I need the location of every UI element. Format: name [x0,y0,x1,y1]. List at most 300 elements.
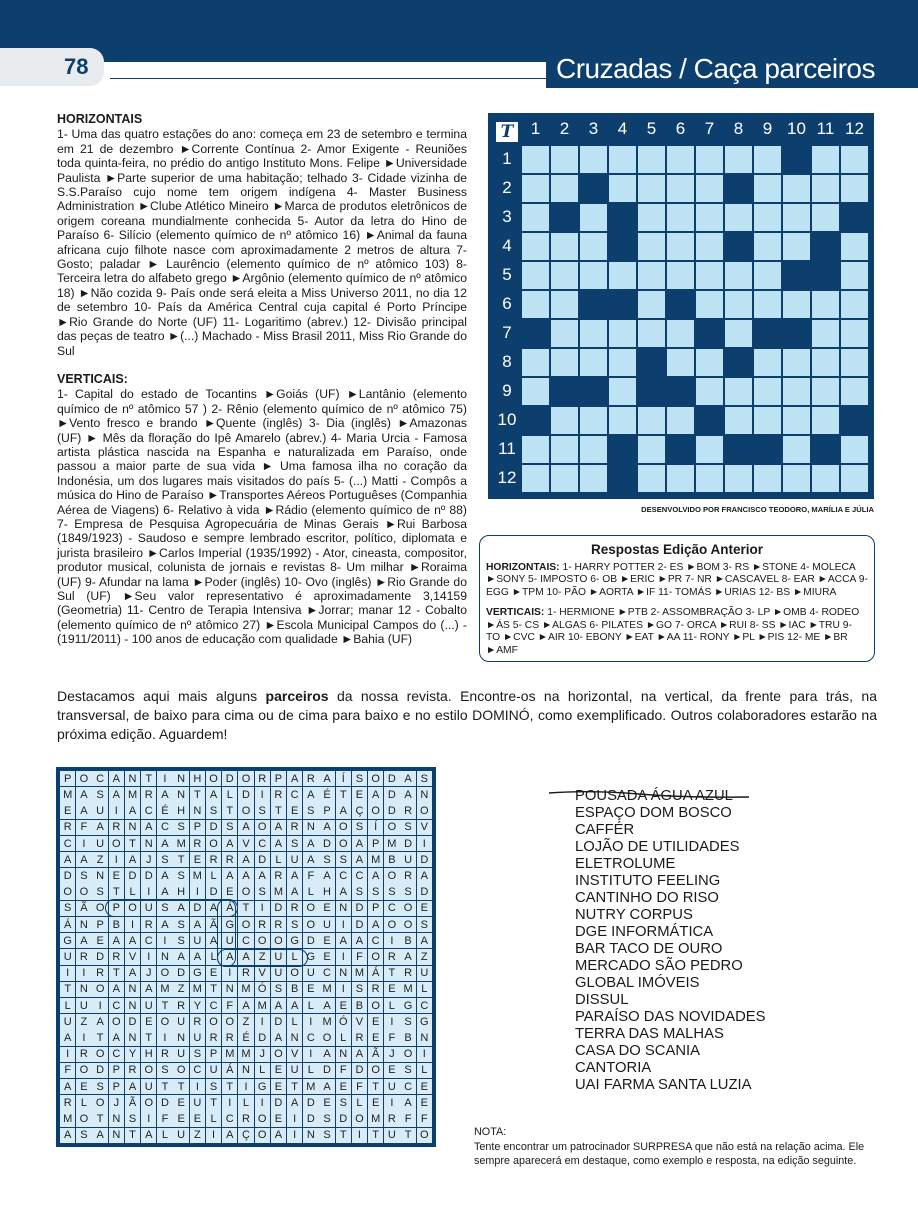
wordsearch-letter[interactable]: N [157,949,172,964]
wordsearch-letter[interactable]: N [287,1030,302,1045]
wordsearch-letter[interactable]: L [222,787,237,802]
crossword-cell[interactable] [638,407,665,434]
wordsearch-letter[interactable]: S [287,917,302,932]
wordsearch-letter[interactable]: P [109,1079,124,1094]
wordsearch-letter[interactable]: O [206,836,221,851]
wordsearch-letter[interactable]: T [157,1079,172,1094]
wordsearch-letter[interactable]: A [206,787,221,802]
wordsearch-letter[interactable]: M [238,1047,253,1062]
wordsearch-letter[interactable]: N [303,1128,318,1143]
wordsearch-letter[interactable]: Z [238,1014,253,1029]
wordsearch-letter[interactable]: A [141,982,156,997]
wordsearch-letter[interactable]: O [238,917,253,932]
wordsearch-letter[interactable]: D [352,1063,367,1078]
wordsearch-letter[interactable]: S [319,852,334,867]
wordsearch-letter[interactable]: T [222,803,237,818]
wordsearch-letter[interactable]: A [109,982,124,997]
wordsearch-letter[interactable]: O [141,1095,156,1110]
wordsearch-letter[interactable]: M [60,1111,75,1126]
wordsearch-letter[interactable]: Ã [76,901,91,916]
crossword-cell[interactable] [754,233,781,260]
wordsearch-letter[interactable]: I [141,949,156,964]
wordsearch-letter[interactable]: E [319,949,334,964]
wordsearch-letter[interactable]: O [384,917,399,932]
wordsearch-letter[interactable]: M [319,1014,334,1029]
wordsearch-letter[interactable]: Á [60,917,75,932]
wordsearch-letter[interactable]: S [400,820,415,835]
wordsearch-letter[interactable]: Í [368,820,383,835]
wordsearch-letter[interactable]: I [125,917,140,932]
wordsearch-letter[interactable]: U [141,901,156,916]
crossword-cell[interactable] [696,175,723,202]
wordsearch-letter[interactable]: O [173,1063,188,1078]
wordsearch-letter[interactable]: U [141,998,156,1013]
wordsearch-letter[interactable]: V [238,836,253,851]
wordsearch-letter[interactable]: T [173,852,188,867]
crossword-cell[interactable] [783,407,810,434]
wordsearch-letter[interactable]: E [368,1014,383,1029]
crossword-cell[interactable] [812,146,839,173]
wordsearch-letter[interactable]: Ó [336,1014,351,1029]
wordsearch-letter[interactable]: I [287,1128,302,1143]
wordsearch-letter[interactable]: D [271,901,286,916]
wordsearch-letter[interactable]: I [303,1047,318,1062]
wordsearch-letter[interactable]: U [271,966,286,981]
crossword-cell[interactable] [580,204,607,231]
wordsearch-letter[interactable]: C [319,966,334,981]
wordsearch-letter[interactable]: T [384,966,399,981]
wordsearch-letter[interactable]: I [255,1095,270,1110]
wordsearch-letter[interactable]: I [384,933,399,948]
wordsearch-letter[interactable]: U [92,803,107,818]
crossword-cell[interactable] [754,291,781,318]
crossword-cell[interactable] [522,233,549,260]
wordsearch-letter[interactable]: G [190,966,205,981]
crossword-cell[interactable] [638,146,665,173]
wordsearch-letter[interactable]: L [417,1063,432,1078]
wordsearch-letter[interactable]: A [92,820,107,835]
wordsearch-letter[interactable]: D [238,787,253,802]
crossword-cell[interactable] [551,233,578,260]
wordsearch-letter[interactable]: O [92,901,107,916]
wordsearch-letter[interactable]: T [368,1079,383,1094]
wordsearch-letter[interactable]: O [271,1047,286,1062]
crossword-cell[interactable] [754,407,781,434]
wordsearch-letter[interactable]: E [319,1095,334,1110]
wordsearch-letter[interactable]: E [190,852,205,867]
crossword-cell[interactable] [725,407,752,434]
wordsearch-letter[interactable]: S [76,868,91,883]
wordsearch-letter[interactable]: D [352,901,367,916]
wordsearch-letter[interactable]: A [303,852,318,867]
wordsearch-letter[interactable]: O [238,884,253,899]
wordsearch-letter[interactable]: Á [222,901,237,916]
wordsearch-letter[interactable]: L [303,998,318,1013]
wordsearch-letter[interactable]: M [384,836,399,851]
wordsearch-letter[interactable]: A [109,787,124,802]
wordsearch-letter[interactable]: A [352,836,367,851]
wordsearch-letter[interactable]: A [319,868,334,883]
crossword-cell[interactable] [812,465,839,492]
wordsearch-letter[interactable]: M [173,836,188,851]
wordsearch-letter[interactable]: N [303,820,318,835]
wordsearch-letter[interactable]: I [255,787,270,802]
wordsearch-letter[interactable]: Z [76,1014,91,1029]
wordsearch-letter[interactable]: A [417,933,432,948]
wordsearch-letter[interactable]: N [222,982,237,997]
wordsearch-letter[interactable]: V [287,1047,302,1062]
wordsearch-letter[interactable]: T [173,1079,188,1094]
wordsearch-letter[interactable]: A [319,820,334,835]
wordsearch-letter[interactable]: L [384,998,399,1013]
crossword-cell[interactable] [580,233,607,260]
wordsearch-letter[interactable]: B [352,998,367,1013]
wordsearch-letter[interactable]: A [287,884,302,899]
wordsearch-letter[interactable]: O [76,1063,91,1078]
wordsearch-letter[interactable]: T [336,1128,351,1143]
crossword-cell[interactable] [580,146,607,173]
wordsearch-letter[interactable]: R [76,949,91,964]
wordsearch-letter[interactable]: F [76,820,91,835]
wordsearch-letter[interactable]: A [352,852,367,867]
wordsearch-letter[interactable]: O [271,933,286,948]
wordsearch-letter[interactable]: P [368,901,383,916]
wordsearch-letter[interactable]: I [384,1014,399,1029]
wordsearch-letter[interactable]: I [417,1047,432,1062]
wordsearch-letter[interactable]: A [222,949,237,964]
wordsearch-letter[interactable]: A [271,998,286,1013]
wordsearch-letter[interactable]: T [109,884,124,899]
wordsearch-letter[interactable]: P [271,771,286,786]
wordsearch-letter[interactable]: D [157,1095,172,1110]
wordsearch-letter[interactable]: O [157,1014,172,1029]
crossword-cell[interactable] [551,465,578,492]
crossword-cell[interactable] [580,436,607,463]
wordsearch-letter[interactable]: A [222,1128,237,1143]
crossword-cell[interactable] [609,378,636,405]
crossword-cell[interactable] [783,233,810,260]
wordsearch-letter[interactable]: A [417,868,432,883]
wordsearch-letter[interactable]: C [141,803,156,818]
wordsearch-letter[interactable]: U [76,998,91,1013]
wordsearch-letter[interactable]: S [400,1063,415,1078]
wordsearch-letter[interactable]: D [206,820,221,835]
wordsearch-letter[interactable]: A [76,803,91,818]
wordsearch-letter[interactable]: O [141,1063,156,1078]
crossword-cell[interactable] [783,465,810,492]
wordsearch-letter[interactable]: O [255,1128,270,1143]
wordsearch-letter[interactable]: S [60,901,75,916]
crossword-cell[interactable] [638,262,665,289]
wordsearch-letter[interactable]: C [141,933,156,948]
crossword-cell[interactable] [754,378,781,405]
wordsearch-letter[interactable]: R [125,1063,140,1078]
wordsearch-letter[interactable]: C [157,820,172,835]
crossword-cell[interactable] [812,407,839,434]
wordsearch-letter[interactable]: J [255,1047,270,1062]
crossword-cell[interactable] [580,262,607,289]
wordsearch-letter[interactable]: I [76,966,91,981]
wordsearch-letter[interactable]: A [222,868,237,883]
wordsearch-letter[interactable]: Z [173,982,188,997]
wordsearch-letter[interactable]: A [92,1128,107,1143]
wordsearch-letter[interactable]: I [190,884,205,899]
wordsearch-letter[interactable]: E [222,884,237,899]
wordsearch-letter[interactable]: I [157,1030,172,1045]
wordsearch-letter[interactable]: A [287,868,302,883]
wordsearch-letter[interactable]: T [125,836,140,851]
wordsearch-letter[interactable]: S [352,884,367,899]
wordsearch-letter[interactable]: I [336,917,351,932]
wordsearch-letter[interactable]: U [303,966,318,981]
wordsearch-letter[interactable]: Á [222,1063,237,1078]
wordsearch-letter[interactable]: U [173,1128,188,1143]
wordsearch-letter[interactable]: E [76,1079,91,1094]
wordsearch-letter[interactable]: I [141,884,156,899]
wordsearch-letter[interactable]: M [157,982,172,997]
wordsearch-letter[interactable]: O [238,803,253,818]
crossword-cell[interactable] [522,146,549,173]
wordsearch-letter[interactable]: A [368,868,383,883]
wordsearch-letter[interactable]: F [352,1079,367,1094]
wordsearch-letter[interactable]: Ó [255,982,270,997]
wordsearch-letter[interactable]: N [417,1030,432,1045]
crossword-cell[interactable] [696,349,723,376]
wordsearch-letter[interactable]: G [255,1079,270,1094]
wordsearch-letter[interactable]: T [92,1111,107,1126]
crossword-cell[interactable] [841,175,868,202]
wordsearch-letter[interactable]: E [384,1063,399,1078]
wordsearch-letter[interactable]: U [384,1079,399,1094]
wordsearch-letter[interactable]: C [109,1047,124,1062]
wordsearch-letter[interactable]: O [400,901,415,916]
wordsearch-letter[interactable]: A [287,771,302,786]
crossword-cell[interactable] [522,378,549,405]
wordsearch-letter[interactable]: M [255,998,270,1013]
wordsearch-letter[interactable]: U [190,933,205,948]
wordsearch-letter[interactable]: S [173,820,188,835]
wordsearch-letter[interactable]: O [76,1111,91,1126]
wordsearch-letter[interactable]: D [384,787,399,802]
crossword-cell[interactable] [551,320,578,347]
crossword-cell[interactable] [841,233,868,260]
wordsearch-letter[interactable]: V [352,1014,367,1029]
wordsearch-letter[interactable]: O [109,1014,124,1029]
wordsearch-letter[interactable]: C [417,998,432,1013]
wordsearch-letter[interactable]: Z [417,949,432,964]
wordsearch-letter[interactable]: N [190,803,205,818]
wordsearch-letter[interactable]: A [238,868,253,883]
wordsearch-letter[interactable]: O [92,982,107,997]
wordsearch-letter[interactable]: C [384,901,399,916]
wordsearch-letter[interactable]: U [173,1047,188,1062]
wordsearch-letter[interactable]: R [92,966,107,981]
wordsearch-letter[interactable]: U [384,1128,399,1143]
wordsearch-letter[interactable]: A [157,917,172,932]
wordsearch-letter[interactable]: S [92,1079,107,1094]
wordsearch-letter[interactable]: E [336,998,351,1013]
wordsearch-letter[interactable]: C [336,868,351,883]
wordsearch-letter[interactable]: O [384,820,399,835]
wordsearch-letter[interactable]: Ã [368,1047,383,1062]
wordsearch-letter[interactable]: A [400,949,415,964]
wordsearch-letter[interactable]: N [125,1030,140,1045]
wordsearch-letter[interactable]: F [336,1063,351,1078]
wordsearch-letter[interactable]: A [109,771,124,786]
wordsearch-letter[interactable]: L [303,1063,318,1078]
wordsearch-letter[interactable]: A [76,933,91,948]
wordsearch-letter[interactable]: S [352,820,367,835]
wordsearch-letter[interactable]: M [190,868,205,883]
wordsearch-letter[interactable]: T [400,1128,415,1143]
wordsearch-letter[interactable]: O [222,1014,237,1029]
wordsearch-letter[interactable]: J [109,1095,124,1110]
wordsearch-letter[interactable]: A [125,852,140,867]
crossword-cell[interactable] [725,320,752,347]
crossword-cell[interactable] [812,291,839,318]
wordsearch-letter[interactable]: O [255,933,270,948]
wordsearch-letter[interactable]: Ç [352,803,367,818]
wordsearch-letter[interactable]: S [417,771,432,786]
wordsearch-letter[interactable]: S [417,917,432,932]
wordsearch-letter[interactable]: A [190,917,205,932]
crossword-cell[interactable] [696,233,723,260]
wordsearch-letter[interactable]: O [352,1111,367,1126]
wordsearch-letter[interactable]: D [303,1111,318,1126]
crossword-cell[interactable] [609,146,636,173]
wordsearch-letter[interactable]: D [400,836,415,851]
wordsearch-letter[interactable]: S [271,982,286,997]
wordsearch-letter[interactable]: A [60,1079,75,1094]
wordsearch-letter[interactable]: R [238,1111,253,1126]
wordsearch-letter[interactable]: E [303,982,318,997]
wordsearch-letter[interactable]: L [287,949,302,964]
wordsearch-letter[interactable]: C [255,836,270,851]
crossword-cell[interactable] [667,175,694,202]
crossword-cell[interactable] [812,320,839,347]
wordsearch-letter[interactable]: A [319,1079,334,1094]
wordsearch-letter[interactable]: O [60,884,75,899]
crossword-cell[interactable] [725,465,752,492]
crossword-cell[interactable] [638,320,665,347]
wordsearch-letter[interactable]: C [400,1079,415,1094]
wordsearch-letter[interactable]: R [352,1030,367,1045]
wordsearch-letter[interactable]: A [109,933,124,948]
wordsearch-letter[interactable]: N [109,1111,124,1126]
wordsearch-letter[interactable]: R [222,1030,237,1045]
wordsearch-letter[interactable]: R [206,852,221,867]
wordsearch-letter[interactable]: A [157,787,172,802]
wordsearch-letter[interactable]: O [92,1095,107,1110]
wordsearch-letter[interactable]: D [417,884,432,899]
wordsearch-letter[interactable]: Z [255,949,270,964]
wordsearch-letter[interactable]: B [287,982,302,997]
wordsearch-letter[interactable]: D [319,836,334,851]
wordsearch-letter[interactable]: S [190,1047,205,1062]
wordsearch-letter[interactable]: O [336,836,351,851]
wordsearch-letter[interactable]: D [206,884,221,899]
wordsearch-letter[interactable]: H [173,803,188,818]
wordsearch-letter[interactable]: O [368,771,383,786]
wordsearch-letter[interactable]: D [303,933,318,948]
wordsearch-letter[interactable]: S [336,1095,351,1110]
crossword-cell[interactable] [841,146,868,173]
wordsearch-letter[interactable]: U [141,1079,156,1094]
wordsearch-letter[interactable]: A [60,1030,75,1045]
crossword-cell[interactable] [783,378,810,405]
wordsearch-letter[interactable]: O [255,820,270,835]
wordsearch-letter[interactable]: A [60,852,75,867]
wordsearch-letter[interactable]: B [109,917,124,932]
wordsearch-letter[interactable]: R [400,868,415,883]
wordsearch-letter[interactable]: A [141,1128,156,1143]
wordsearch-letter[interactable]: B [384,852,399,867]
wordsearch-letter[interactable]: S [206,803,221,818]
crossword-cell[interactable] [841,320,868,347]
wordsearch-letter[interactable]: A [336,884,351,899]
crossword-cell[interactable] [638,436,665,463]
crossword-cell[interactable] [551,175,578,202]
wordsearch-letter[interactable]: D [417,852,432,867]
wordsearch-letter[interactable]: A [109,1030,124,1045]
wordsearch-letter[interactable]: A [368,917,383,932]
wordsearch-letter[interactable]: E [368,1030,383,1045]
crossword-cell[interactable] [841,465,868,492]
wordsearch-letter[interactable]: E [417,901,432,916]
wordsearch-letter[interactable]: T [109,966,124,981]
wordsearch-letter[interactable]: L [76,1095,91,1110]
wordsearch-letter[interactable]: M [319,982,334,997]
wordsearch-letter[interactable]: D [271,1014,286,1029]
crossword-cell[interactable] [667,233,694,260]
crossword-cell[interactable] [667,320,694,347]
wordsearch-letter[interactable]: N [76,982,91,997]
wordsearch-letter[interactable]: A [238,998,253,1013]
wordsearch-letter[interactable]: T [125,1128,140,1143]
wordsearch-letter[interactable]: A [319,998,334,1013]
wordsearch-letter[interactable]: O [368,803,383,818]
crossword-cell[interactable] [522,465,549,492]
crossword-cell[interactable] [522,262,549,289]
wordsearch-letter[interactable]: I [60,1047,75,1062]
wordsearch-letter[interactable]: A [287,1095,302,1110]
wordsearch-letter[interactable]: R [287,820,302,835]
wordsearch-letter[interactable]: E [109,868,124,883]
wordsearch-letter[interactable]: R [173,998,188,1013]
wordsearch-letter[interactable]: A [206,933,221,948]
wordsearch-letter[interactable]: L [271,852,286,867]
wordsearch-letter[interactable]: L [157,1128,172,1143]
wordsearch-letter[interactable]: T [157,998,172,1013]
wordsearch-letter[interactable]: A [92,1014,107,1029]
wordsearch-letter[interactable]: A [222,836,237,851]
wordsearch-letter[interactable]: G [303,949,318,964]
wordsearch-letter[interactable]: C [190,1063,205,1078]
wordsearch-letter[interactable]: T [238,901,253,916]
wordsearch-letter[interactable]: S [303,803,318,818]
wordsearch-letter[interactable]: D [255,852,270,867]
wordsearch-letter[interactable]: O [287,966,302,981]
crossword-cell[interactable] [580,349,607,376]
wordsearch-letter[interactable]: S [319,1128,334,1143]
wordsearch-letter[interactable]: T [141,1030,156,1045]
wordsearch-letter[interactable]: N [173,787,188,802]
wordsearch-letter[interactable]: D [336,1111,351,1126]
wordsearch-letter[interactable]: S [287,836,302,851]
crossword-cell[interactable] [638,175,665,202]
wordsearch-letter[interactable]: B [400,933,415,948]
wordsearch-letter[interactable]: M [368,1111,383,1126]
